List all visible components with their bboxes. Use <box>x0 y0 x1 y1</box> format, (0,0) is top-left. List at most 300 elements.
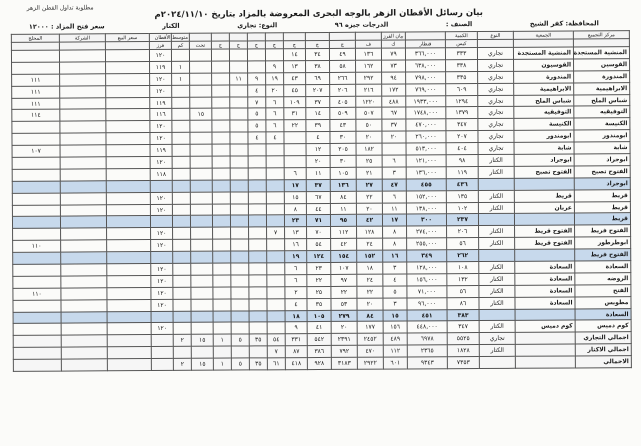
table-cell: الكتار <box>479 345 515 357</box>
header-cell <box>247 33 265 41</box>
table-cell <box>212 120 230 132</box>
table-cell: ٧١ <box>306 215 330 227</box>
table-cell: تجاري <box>478 59 514 71</box>
table-cell <box>249 275 267 287</box>
table-cell <box>107 299 151 311</box>
table-cell: ٥٤ <box>267 334 285 346</box>
table-cell <box>230 85 248 97</box>
table-cell: ٣٤٧ <box>446 119 478 131</box>
table-cell: ١٥ <box>383 310 407 322</box>
table-cell: الكتار <box>479 226 515 238</box>
table-cell: ١٥٢,٠٠٠ <box>406 190 446 202</box>
table-cell <box>230 204 248 216</box>
table-cell <box>479 309 515 321</box>
table-cell: تجاري <box>478 142 514 154</box>
table-cell: ٨ <box>383 238 407 250</box>
table-cell: ٧٣٥٣ <box>447 357 479 369</box>
table-cell <box>107 323 151 335</box>
header-cell: ج <box>283 41 305 49</box>
table-cell: ٧ <box>267 227 285 239</box>
table-cell: ١١ <box>330 203 356 215</box>
header-cell: ف <box>355 40 381 48</box>
table-cell: ٣٤٧ <box>447 321 479 333</box>
table-cell: ٤٢ <box>331 239 357 251</box>
table-cell <box>172 168 190 180</box>
table-cell: ٨ <box>383 226 407 238</box>
header-cell: متوسط الأقطان <box>154 34 188 41</box>
table-cell <box>151 359 173 371</box>
table-cell: ١٥٢ <box>357 250 383 262</box>
table-cell: اجمالي الاكتار <box>575 344 631 356</box>
table-cell: تجاري <box>479 333 515 345</box>
table-cell <box>249 346 267 358</box>
table-cell: المندورة <box>514 71 574 83</box>
table-cell: ١٥ <box>284 191 306 203</box>
table-cell: ٤ <box>248 85 266 97</box>
table-cell: كوم دميس <box>515 320 575 332</box>
table-cell <box>478 214 514 226</box>
table-cell: الفتوح فريط <box>575 249 631 261</box>
table-cell: ٣٠ <box>330 132 356 144</box>
table-cell <box>12 121 60 133</box>
table-cell: ٢ <box>173 335 191 347</box>
table-cell <box>190 216 212 228</box>
table-cell <box>172 133 190 145</box>
table-cell <box>515 309 575 321</box>
table-cell <box>11 50 59 62</box>
table-cell: ٤٥١ <box>407 309 447 321</box>
table-cell: ٣٤ <box>305 48 329 60</box>
table-cell <box>515 356 575 368</box>
table-cell: كوم دميس <box>575 320 631 332</box>
table-cell: ٥ <box>231 358 249 370</box>
table-cell: اجمالي التجاري <box>575 332 631 344</box>
table-cell: ١٠٧ <box>331 262 357 274</box>
table-cell <box>284 144 306 156</box>
table-cell <box>60 121 106 133</box>
table-cell <box>514 178 574 190</box>
table-cell <box>213 299 231 311</box>
table-cell: ٤١٨ <box>285 358 307 370</box>
table-cell: ١٢١,٠٠٠ <box>406 155 446 167</box>
table-cell: ٣٣٣ <box>445 48 477 60</box>
table-cell <box>12 157 60 169</box>
table-cell: ٥٤٢ <box>307 334 331 346</box>
header-cell <box>477 39 513 47</box>
table-cell: ٣٣١ <box>285 334 307 346</box>
table-cell: ٧٩٨,٠٠٠ <box>406 72 446 84</box>
header-cell: ج <box>305 40 329 48</box>
table-cell: ٤ <box>266 132 284 144</box>
table-cell: ٥ <box>248 120 266 132</box>
table-cell <box>266 168 284 180</box>
table-cell <box>190 144 212 156</box>
table-cell: ١٠٥ <box>307 310 331 322</box>
table-cell: ٣٧ <box>306 96 330 108</box>
table-cell <box>107 359 151 371</box>
table-cell: ٣ <box>383 262 407 274</box>
table-cell: ١١٢ <box>331 227 357 239</box>
table-cell <box>173 251 191 263</box>
header-cell: كم <box>171 41 189 49</box>
table-cell <box>173 311 191 323</box>
table-cell: ٨٤ <box>330 191 356 203</box>
table-cell <box>212 61 230 73</box>
table-cell <box>266 215 284 227</box>
table-cell: ١٢٠ <box>150 133 172 145</box>
table-cell: ١١١ <box>12 98 60 110</box>
table-cell <box>191 251 213 263</box>
table-cell <box>191 323 213 335</box>
table-cell <box>173 323 191 335</box>
table-cell <box>266 203 284 215</box>
table-cell: تجاري <box>477 47 513 59</box>
table-cell <box>284 132 306 144</box>
table-cell <box>231 346 249 358</box>
table-cell <box>191 299 213 311</box>
table-cell: السعادة <box>515 261 575 273</box>
table-cell: ٢٠٧ <box>306 84 330 96</box>
table-cell: ٦ <box>266 120 284 132</box>
table-cell: ٥٣ <box>331 298 357 310</box>
table-cell: ١٧ <box>382 214 406 226</box>
table-cell <box>212 85 230 97</box>
table-cell: ٨٦ <box>447 297 479 309</box>
table-cell <box>106 216 150 228</box>
table-cell <box>190 204 212 216</box>
table-cell: ١ <box>172 61 190 73</box>
table-cell: ٥٨ <box>330 60 356 72</box>
table-cell: ١١٩ <box>446 166 478 178</box>
table-cell: ٥٠٧ <box>356 108 382 120</box>
table-cell <box>191 311 213 323</box>
table-cell: ١٢٠ <box>151 287 173 299</box>
table-cell: ١٥٤ <box>331 250 357 262</box>
top-note: مطلوبة تداول القطن الزهر <box>26 4 94 12</box>
table-cell <box>249 239 267 251</box>
table-cell <box>249 287 267 299</box>
header-cell: كيس <box>445 40 477 48</box>
table-cell: ٣١ <box>284 108 306 120</box>
table-cell <box>248 192 266 204</box>
table-cell: ٤٧٠ <box>357 345 383 357</box>
table-cell <box>267 322 285 334</box>
table-cell: الكتار <box>479 297 515 309</box>
header-cell: قنطار <box>405 40 445 48</box>
table-cell: الكتار <box>479 285 515 297</box>
table-cell: ١٢٩٤ <box>446 95 478 107</box>
table-cell: ٦٩ <box>306 72 330 84</box>
page-title: بيان رسائل الأقطان الزهر بالوجه البحرى المعروضة بالمزاد بتاريخ ٢٠٢٤/١١/١٠م <box>154 8 483 21</box>
table-cell: ٢١ <box>356 167 382 179</box>
table-cell: ١٢٨,٠٠٠ <box>407 262 447 274</box>
table-cell <box>212 204 230 216</box>
table-cell <box>60 157 106 169</box>
table-cell: السعادة <box>575 308 631 320</box>
table-cell: ٢ <box>173 358 191 370</box>
table-cell: ٧٩ <box>381 48 405 60</box>
table-cell: ١٣٨,٠٠٠ <box>406 202 446 214</box>
table-cell <box>247 49 265 61</box>
table-cell: الكتار <box>478 154 514 166</box>
table-cell: ٢٧٤,٠٠٠ <box>407 226 447 238</box>
table-cell: ٤٠٥ <box>330 96 356 108</box>
table-cell <box>172 109 190 121</box>
table-cell <box>60 62 106 74</box>
table-cell: ٣٥ <box>249 358 267 370</box>
table-cell: ٢٢ <box>307 274 331 286</box>
table-cell <box>248 156 266 168</box>
table-cell <box>172 204 190 216</box>
table-cell <box>61 252 107 264</box>
table-cell: ابوجراد <box>514 154 574 166</box>
header-cell <box>105 42 149 50</box>
table-cell: ١ <box>213 358 231 370</box>
table-cell: ١٣٦,٠٠٠ <box>406 167 446 179</box>
table-cell: ٣٨ <box>306 60 330 72</box>
table-cell: المنشية المستجدة <box>573 47 629 59</box>
table-cell <box>248 61 266 73</box>
table-cell: ٣١٨٣ <box>331 357 357 369</box>
table-cell: ٥٠٩ <box>330 108 356 120</box>
table-cell: ابومندور <box>514 130 574 142</box>
table-cell: ١٦٢ <box>356 60 382 72</box>
table-cell: ١٥٦ <box>383 321 407 333</box>
table-cell <box>190 97 212 109</box>
table-cell: الكتار <box>478 202 514 214</box>
table-cell: ١١٤ <box>12 110 60 122</box>
table-cell <box>12 217 60 229</box>
table-cell: ١١ <box>306 167 330 179</box>
table-cell: ١٨٢٨ <box>447 345 479 357</box>
table-cell <box>479 356 515 368</box>
table-cell <box>60 97 106 109</box>
table-cell: ٣ <box>382 167 406 179</box>
table-cell <box>61 359 107 371</box>
table-cell <box>61 323 107 335</box>
table-cell: ١٥ <box>190 109 212 121</box>
table-cell: ٢٧ <box>356 179 382 191</box>
header-cell <box>189 33 211 41</box>
table-cell: ٢٤ <box>357 274 383 286</box>
table-cell: ٢٥ <box>356 155 382 167</box>
table-cell: الابراهيمية <box>574 82 630 94</box>
table-cell: ١٤ <box>306 108 330 120</box>
table-cell: ١٢٤ <box>307 251 331 263</box>
table-cell <box>231 263 249 275</box>
table-cell: ٥١٣,٠٠٠ <box>406 143 446 155</box>
table-cell <box>249 263 267 275</box>
table-cell <box>212 168 230 180</box>
table-cell <box>231 311 249 323</box>
table-cell <box>173 240 191 252</box>
table-cell: ٩٣٤٣ <box>407 357 447 369</box>
table-cell <box>190 61 212 73</box>
table-cell <box>514 213 574 225</box>
table-cell: ٢٠ <box>266 84 284 96</box>
table-cell: ٥٦ <box>447 238 479 250</box>
table-cell <box>13 228 61 240</box>
table-cell: ١١٨ <box>150 168 172 180</box>
table-cell <box>212 156 230 168</box>
table-cell <box>266 144 284 156</box>
table-cell: ١٣٦ <box>355 48 381 60</box>
table-cell: ٨ <box>284 203 306 215</box>
table-cell: الكتار <box>479 238 515 250</box>
header-cell: النوع <box>477 31 513 39</box>
table-cell <box>479 249 515 261</box>
table-cell: ٧١,٠٠٠ <box>407 286 447 298</box>
table-cell <box>107 228 151 240</box>
table-cell: ١٢٠ <box>151 323 173 335</box>
table-cell <box>213 239 231 251</box>
table-cell: ٢٢ <box>356 191 382 203</box>
table-cell <box>190 168 212 180</box>
table-cell <box>151 252 173 264</box>
table-cell: تجاري <box>478 131 514 143</box>
table-cell: السعادة <box>515 273 575 285</box>
table-cell <box>230 132 248 144</box>
table-cell <box>190 180 212 192</box>
table-cell <box>267 239 285 251</box>
table-cell <box>230 144 248 156</box>
table-cell: ٧ <box>267 346 285 358</box>
header-cell: فرز <box>149 41 171 49</box>
table-cell <box>266 180 284 192</box>
table-cell: ١٢٨ <box>357 226 383 238</box>
table-cell <box>60 74 106 86</box>
table-cell <box>212 144 230 156</box>
table-cell <box>191 263 213 275</box>
table-cell: ٢٦٦ <box>330 72 356 84</box>
table-cell: التوفيقيه <box>574 106 630 118</box>
table-cell <box>231 287 249 299</box>
table-cell <box>171 49 189 61</box>
header-cell: ج <box>247 41 265 49</box>
table-cell: ٦٣٨,٠٠٠ <box>406 60 446 72</box>
table-cell <box>248 168 266 180</box>
header-cell <box>229 33 247 41</box>
table-cell: ٣٣٥ <box>446 71 478 83</box>
table-cell <box>12 205 60 217</box>
table-cell <box>12 133 60 145</box>
table-cell <box>231 251 249 263</box>
table-cell: تجاري <box>478 107 514 119</box>
table-cell <box>213 275 231 287</box>
table-cell: ٢٠٥ <box>330 143 356 155</box>
table-cell <box>107 275 151 287</box>
table-cell: ٢٠ <box>382 131 406 143</box>
table-cell <box>61 300 107 312</box>
table-cell <box>173 299 191 311</box>
table-cell: الكتار <box>478 166 514 178</box>
table-cell: ٣٩ <box>306 120 330 132</box>
table-cell: ٢٧٩ <box>331 310 357 322</box>
table-cell: شباس الملح <box>514 95 574 107</box>
header-cell <box>355 32 381 40</box>
table-cell: ٤٣ <box>330 120 356 132</box>
table-cell: ٣٧ <box>306 179 330 191</box>
table-cell <box>248 180 266 192</box>
header-cell: الكمية <box>445 32 477 40</box>
table-cell: ٩ <box>285 322 307 334</box>
table-cell: قريط <box>574 189 630 201</box>
table-cell: ٢٣٧ <box>446 214 478 226</box>
table-cell <box>213 346 231 358</box>
table-cell <box>515 344 575 356</box>
header-cell <box>11 42 59 50</box>
table-cell: ٤١ <box>307 322 331 334</box>
table-cell <box>106 157 150 169</box>
table-cell <box>230 108 248 120</box>
table-cell <box>266 156 284 168</box>
table-cell: ١٢٠ <box>150 73 172 85</box>
table-cell: ١٩ <box>266 73 284 85</box>
table-cell: ٦ <box>284 167 306 179</box>
header-cell <box>283 33 305 41</box>
table-cell: ٣٥ <box>249 334 267 346</box>
table-cell: ٦٩٧٨ <box>407 333 447 345</box>
table-cell: ٥٠ <box>356 119 382 131</box>
table-cell: الكتار <box>479 273 515 285</box>
table-cell: ٢٠٧ <box>446 131 478 143</box>
table-cell: ٦١ <box>267 358 285 370</box>
table-cell <box>105 50 149 62</box>
table-cell <box>212 192 230 204</box>
table-cell: ١١٦ <box>150 109 172 121</box>
table-cell: الكتار <box>479 321 515 333</box>
table-cell: ٧٩٢ <box>331 346 357 358</box>
table-cell: ٢٣ <box>284 215 306 227</box>
table-cell: ١١١ <box>12 86 60 98</box>
table-cell: عربان <box>514 202 574 214</box>
header-cell: تحت <box>189 41 211 49</box>
table-cell: ٢٠ <box>356 131 382 143</box>
table-cell <box>13 300 61 312</box>
table-cell <box>249 227 267 239</box>
table-cell: ٢٤ <box>357 238 383 250</box>
table-cell: تجاري <box>478 95 514 107</box>
table-cell <box>191 228 213 240</box>
table-cell: ١٢ <box>306 144 330 156</box>
table-cell: ١٢٢٠ <box>356 96 382 108</box>
header-cell: ج <box>229 41 247 49</box>
table-cell: ١٢٠ <box>150 85 172 97</box>
header-cell: ج <box>211 41 229 49</box>
table-cell: السعادة <box>575 261 631 273</box>
meta-price: سعر فتح المزاد : ١٢٠٠٠ <box>28 22 105 31</box>
table-cell: السعادة <box>515 297 575 309</box>
table-cell: شباس الملح <box>574 94 630 106</box>
table-cell <box>190 73 212 85</box>
table-cell: ١ <box>213 334 231 346</box>
table-cell: ٣٣٨ <box>446 59 478 71</box>
table-cell <box>60 133 106 145</box>
table-cell: ١٨٢ <box>356 143 382 155</box>
table-cell <box>60 192 106 204</box>
table-cell: ٦ <box>285 263 307 275</box>
table-cell <box>230 192 248 204</box>
header-cell: المحلج <box>11 34 59 42</box>
table-cell: الكنيسة <box>514 118 574 130</box>
table-cell <box>213 227 231 239</box>
table-cell: السعادة <box>515 285 575 297</box>
cotton-table <box>11 30 632 372</box>
table-cell: قريط <box>514 190 574 202</box>
table-cell <box>191 287 213 299</box>
table-cell: شابة <box>514 142 574 154</box>
table-cell <box>248 215 266 227</box>
